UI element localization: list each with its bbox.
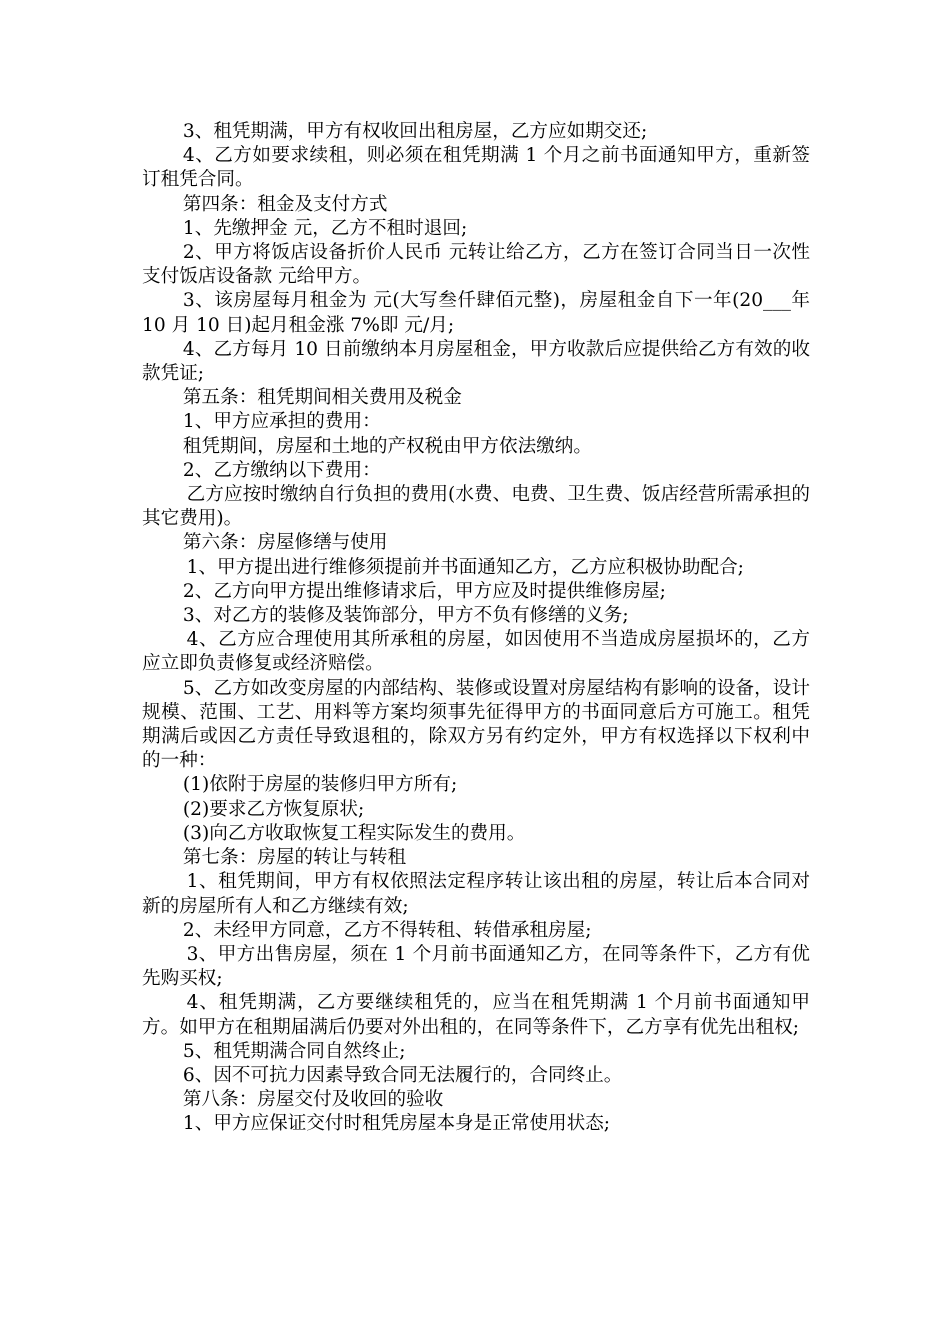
clause-item: 5、乙方如改变房屋的内部结构、装修或设置对房屋结构有影响的设备，设计规模、范围、工艺、用料等方案均须事先征得甲方的书面同意后方可施工。租凭期满后或因乙方责任导致退租的，除双方另有约定外，甲方有权选择以下权利中的一种： — [142, 677, 810, 772]
clause-item: 1、甲方应承担的费用： — [182, 411, 381, 433]
section-heading: 第八条：房屋交付及收回的验收 — [182, 1089, 444, 1111]
clause-item: 4、乙方应合理使用其所承租的房屋，如因使用不当造成房屋损坏的，乙方应立即负责修复或经济赔偿。 — [142, 629, 810, 675]
document-body — [142, 120, 810, 1137]
clause-item: 租凭期间，房屋和土地的产权税由甲方依法缴纳。 — [182, 435, 592, 457]
sub-item: (2)要求乙方恢复原状; — [182, 798, 365, 820]
section-heading: 第四条：租金及支付方式 — [182, 193, 388, 215]
clause-item: 3、租凭期满，甲方有权收回出租房屋，乙方应如期交还; — [182, 121, 648, 142]
clause-item: 3、对乙方的装修及装饰部分，甲方不负有修缮的义务; — [182, 605, 629, 627]
clause-item: 3、甲方出售房屋，须在 1 个月前书面通知乙方，在同等条件下，乙方有优先购买权; — [142, 943, 810, 990]
sub-item: (3)向乙方收取恢复工程实际发生的费用。 — [182, 822, 526, 844]
clause-item: 4、租凭期满，乙方要继续租凭的，应当在租凭期满 1 个月前书面通知甲方。如甲方在租期届满后仍要对外出租的，在同等条件下，乙方享有优先出租权; — [142, 992, 810, 1038]
clause-item: 2、未经甲方同意，乙方不得转租、转借承租房屋; — [182, 919, 592, 941]
clause-item: 4、乙方每月 10 日前缴纳本月房屋租金，甲方收款后应提供给乙方有效的收款凭证; — [142, 338, 810, 385]
sub-item: (1)依附于房屋的装修归甲方所有; — [182, 774, 458, 796]
clause-item: 6、因不可抗力因素导致合同无法履行的，合同终止。 — [182, 1064, 623, 1086]
clause-item: 2、乙方向甲方提出维修请求后，甲方应及时提供维修房屋; — [182, 580, 666, 602]
section-heading: 第五条：租凭期间相关费用及税金 — [182, 387, 462, 409]
clause-item: 4、乙方如要求续租，则必须在租凭期满 1 个月之前书面通知甲方，重新签订租凭合同。 — [142, 145, 810, 191]
clause-item: 2、甲方将饭店设备折价人民币 元转让给乙方，乙方在签订合同当日一次性支付饭店设备款 元给甲方。 — [142, 242, 810, 288]
clause-item: 1、先缴押金 元，乙方不租时退回; — [182, 217, 468, 239]
clause-item: 2、乙方缴纳以下费用： — [182, 459, 381, 481]
clause-item: 3、该房屋每月租金为 元(大写叁仟肆佰元整)，房屋租金自下一年(20___年 10 月 10 日)起月租金涨 7%即 元/月; — [142, 290, 810, 336]
section-heading: 第六条：房屋修缮与使用 — [182, 532, 388, 554]
clause-item: 乙方应按时缴纳自行负担的费用(水费、电费、卫生费、饭店经营所需承担的其它费用)。 — [142, 484, 810, 530]
clause-item: 1、租凭期间，甲方有权依照法定程序转让该出租的房屋，转让后本合同对新的房屋所有人和乙方继续有效; — [142, 871, 810, 917]
clause-item: 5、租凭期满合同自然终止; — [182, 1040, 406, 1062]
clause-item: 1、甲方提出进行维修须提前并书面通知乙方，乙方应积极协助配合; — [186, 556, 744, 578]
clause-item: 1、甲方应保证交付时租凭房屋本身是正常使用状态; — [182, 1113, 611, 1135]
section-heading: 第七条：房屋的转让与转租 — [182, 847, 407, 869]
